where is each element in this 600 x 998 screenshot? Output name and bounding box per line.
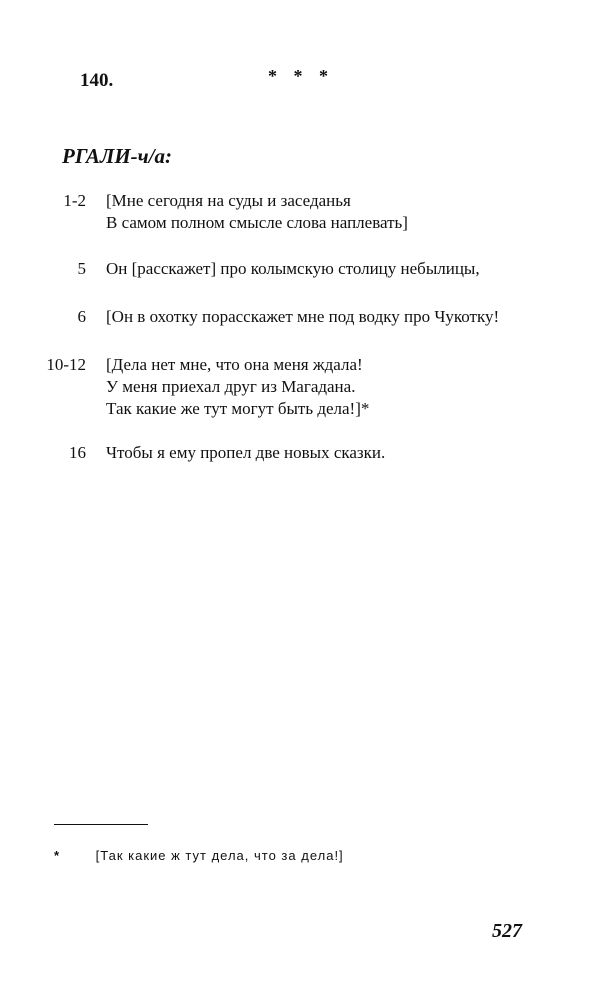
- variant-line: [Он в охотку порасскажет мне под водку про Чукотку!: [106, 307, 500, 326]
- variant-line: Чтобы я ему пропел две новых сказки.: [106, 443, 386, 462]
- variant-line: У меня приехал друг из Магадана.: [106, 377, 356, 396]
- variant-line: Он [расскажет] про колымскую столицу небылицы,: [106, 259, 480, 278]
- footnote: [54, 848, 344, 863]
- line-reference: 6: [77, 307, 86, 326]
- variant-text: [106, 306, 499, 328]
- variant-text: [106, 190, 408, 234]
- line-reference: 16: [69, 443, 86, 462]
- poem-number: 140.: [80, 70, 114, 91]
- variant-line: [Дела нет мне, что она меня ждала!: [106, 355, 363, 374]
- variant-line: В самом полном смысле слова наплевать]: [106, 213, 408, 232]
- line-reference: 1-2: [63, 191, 86, 210]
- footnote-text: [Так какие ж тут дела, что за дела!]: [95, 848, 344, 863]
- line-reference: 5: [77, 259, 86, 278]
- variant-line: Так какие же тут могут быть дела!]*: [106, 399, 370, 418]
- variant-line: [Мне сегодня на суды и заседанья: [106, 191, 351, 210]
- section-stars: * * *: [268, 66, 334, 86]
- source-label: РГАЛИ-ч/а:: [62, 144, 173, 168]
- footnote-divider: [54, 824, 148, 825]
- variant-text: [106, 442, 385, 464]
- variant-text: [106, 258, 480, 280]
- line-reference: 10-12: [46, 355, 86, 374]
- page-number: 527: [492, 920, 522, 942]
- footnote-mark: *: [54, 848, 60, 863]
- variant-text: [106, 354, 369, 420]
